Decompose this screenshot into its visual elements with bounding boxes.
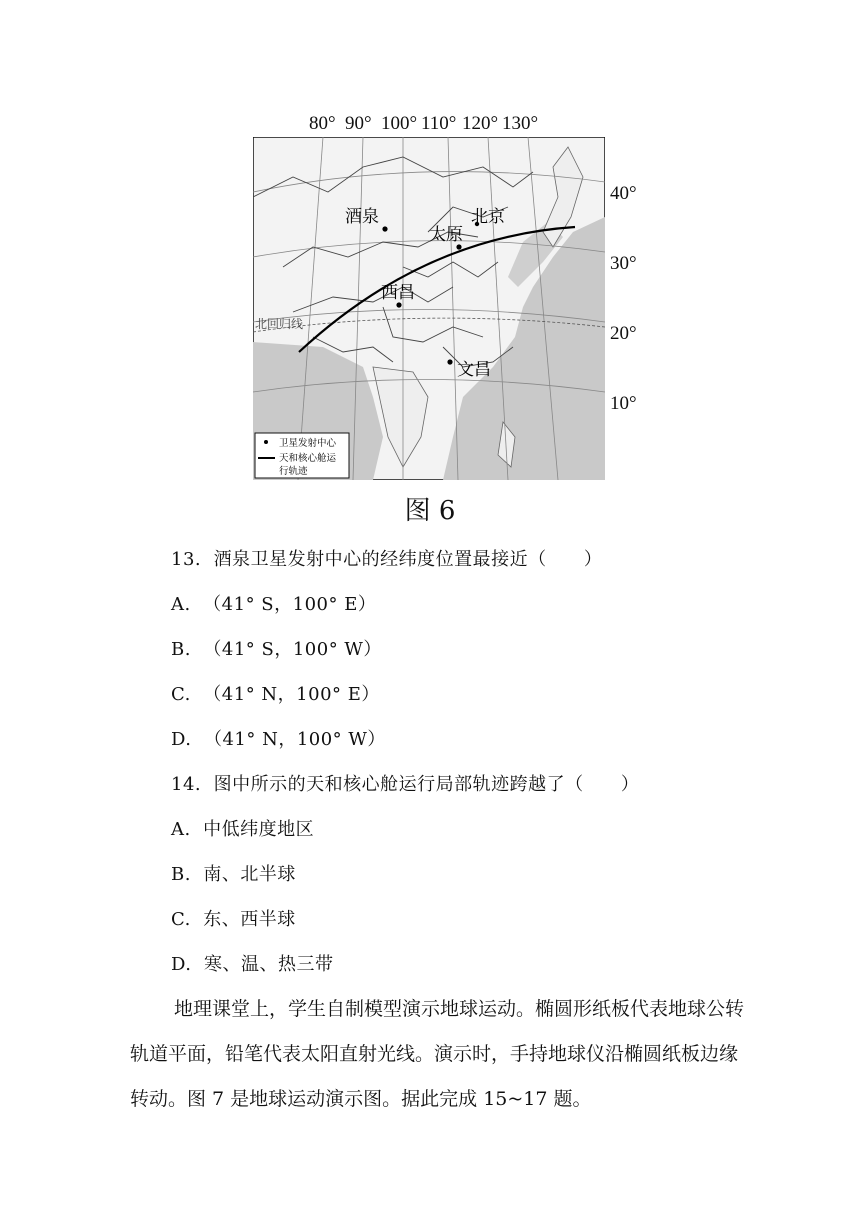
question-13-option-c: C. （41° N，100° E） bbox=[171, 684, 380, 705]
city-label-taiyuan: 太原 bbox=[429, 225, 463, 245]
jiuquan-dot bbox=[382, 226, 387, 231]
city-label-xichang: 西昌 bbox=[381, 283, 415, 303]
figure-caption: 图 6 bbox=[404, 496, 456, 526]
lat-label-40: 40° bbox=[610, 183, 637, 204]
wenchang-dot bbox=[447, 359, 452, 364]
lon-label-130: 130° bbox=[502, 113, 539, 134]
city-label-beijing: 北京 bbox=[471, 207, 505, 227]
lon-label-120: 120° bbox=[462, 113, 499, 134]
tropic-label: 北回归线 bbox=[255, 317, 304, 331]
question-13-option-a: A. （41° S，100° E） bbox=[171, 594, 377, 615]
city-label-jiuquan: 酒泉 bbox=[345, 207, 379, 227]
lat-label-10: 10° bbox=[610, 393, 637, 414]
question-13-option-d: D. （41° N，100° W） bbox=[171, 729, 386, 750]
asia-map-figure bbox=[253, 137, 605, 480]
question-13-option-b: B. （41° S，100° W） bbox=[171, 639, 382, 660]
legend-dot-icon bbox=[264, 440, 268, 444]
question-14-option-b: B. 南、北半球 bbox=[171, 864, 296, 885]
question-14-stem: 14. 图中所示的天和核心舱运行局部轨迹跨越了（ ） bbox=[171, 774, 640, 795]
intro-paragraph: 地理课堂上，学生自制模型演示地球运动。椭圆形纸板代表地球公转轨道平面，铅笔代表太阳直射光线。演示时，手持地球仪沿椭圆纸板边缘转动。图 7 是地球运动演示图。据此完成 15~17 题。 bbox=[130, 998, 745, 1110]
taiyuan-dot bbox=[456, 244, 461, 249]
lat-label-20: 20° bbox=[610, 323, 637, 344]
legend-orbit-line2: 行轨迹 bbox=[279, 466, 308, 477]
xichang-dot bbox=[396, 302, 401, 307]
question-14-option-d: D. 寒、温、热三带 bbox=[171, 954, 334, 975]
lon-label-100: 100° bbox=[381, 113, 418, 134]
lon-label-110: 110° bbox=[421, 113, 457, 134]
question-14-option-a: A. 中低纬度地区 bbox=[171, 819, 315, 840]
question-13-stem: 13. 酒泉卫星发射中心的经纬度位置最接近（ ） bbox=[171, 549, 603, 570]
lat-label-30: 30° bbox=[610, 253, 637, 274]
legend-orbit-line1: 天和核心舱运 bbox=[279, 453, 337, 464]
question-14-option-c: C. 东、西半球 bbox=[171, 909, 296, 930]
city-label-wenchang: 文昌 bbox=[457, 360, 491, 380]
lon-label-90: 90° bbox=[345, 113, 372, 134]
lon-label-80: 80° bbox=[309, 113, 336, 134]
legend-launch-center: 卫星发射中心 bbox=[279, 438, 337, 449]
